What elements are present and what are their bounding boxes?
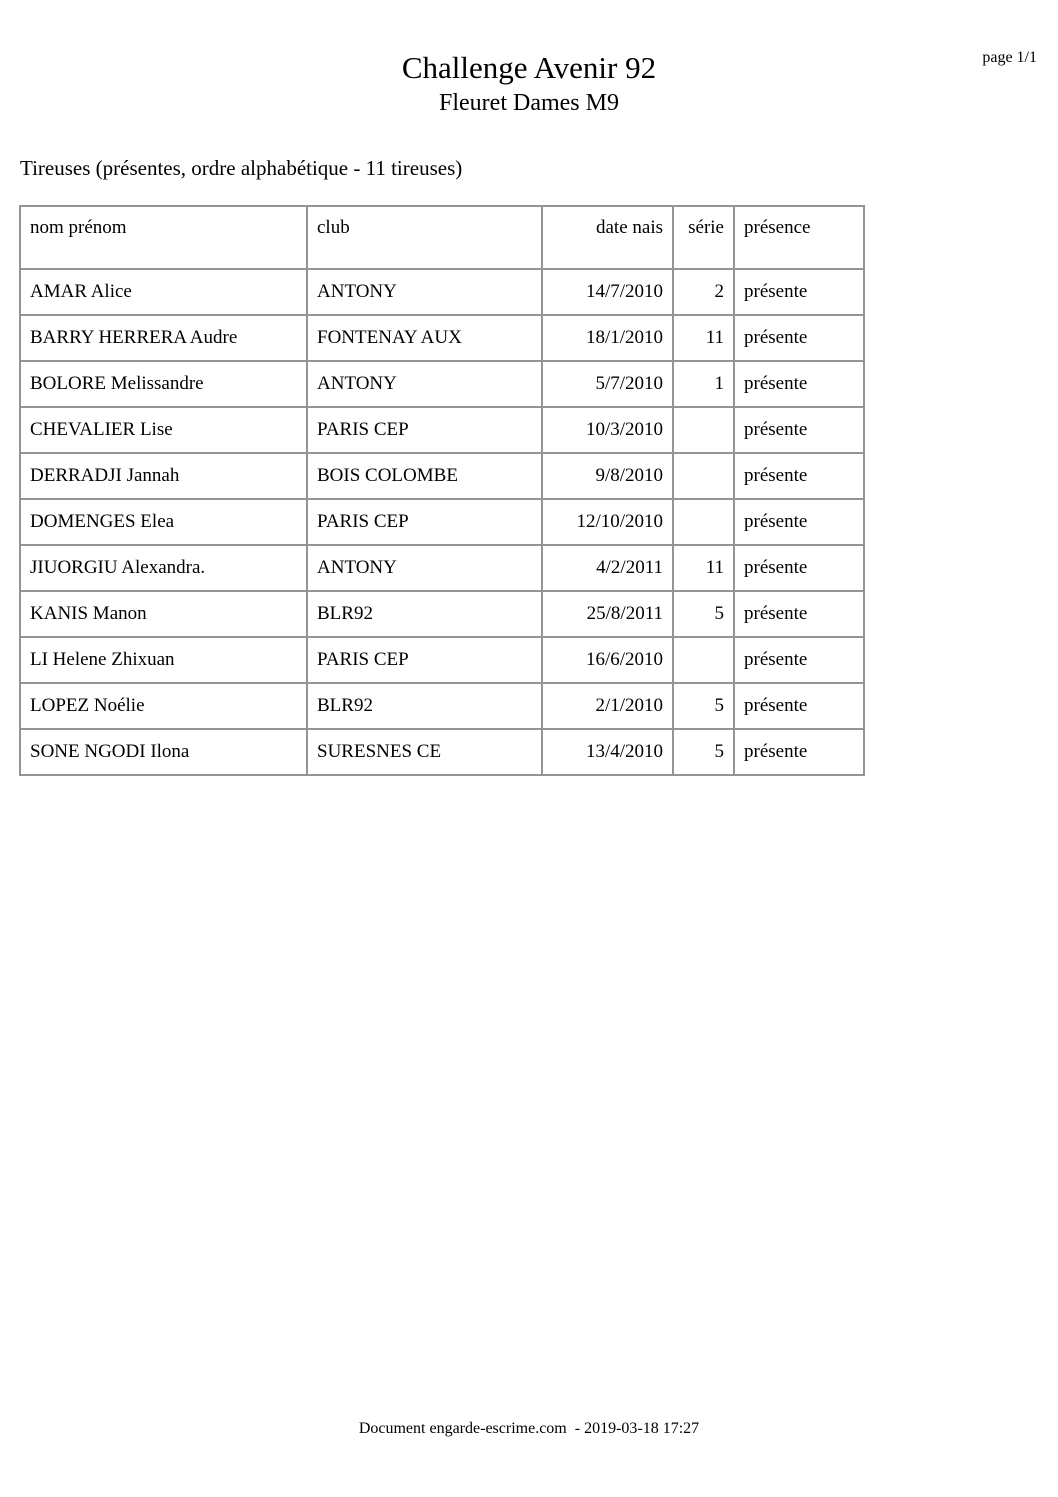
table-row [20,361,864,407]
cell-serie: 5 [673,591,734,637]
cell-name: LOPEZ Noélie [20,683,307,729]
cell-presence: présente [734,453,864,499]
cell-presence: présente [734,729,864,775]
cell-club: BLR92 [307,683,542,729]
cell-serie: 5 [673,683,734,729]
cell-presence: présente [734,269,864,315]
cell-birthdate: 25/8/2011 [542,591,673,637]
cell-serie: 11 [673,545,734,591]
cell-birthdate: 16/6/2010 [542,637,673,683]
cell-presence: présente [734,545,864,591]
cell-name: BARRY HERRERA Audre [20,315,307,361]
table-row [20,545,864,591]
cell-name: CHEVALIER Lise [20,407,307,453]
cell-club: BOIS COLOMBE [307,453,542,499]
document-footer: Document engarde-escrime.com - 2019-03-18 17:27 [358,1420,700,1437]
cell-birthdate: 4/2/2011 [542,545,673,591]
page-subtitle: Fleuret Dames M9 [439,90,619,116]
cell-club: PARIS CEP [307,637,542,683]
table-head [20,206,864,269]
page-number-label: page 1/1 [982,49,1037,66]
cell-name: AMAR Alice [20,269,307,315]
cell-presence: présente [734,499,864,545]
cell-serie [673,637,734,683]
cell-presence: présente [734,315,864,361]
cell-club: PARIS CEP [307,499,542,545]
table-row [20,269,864,315]
table-row [20,315,864,361]
cell-birthdate: 18/1/2010 [542,315,673,361]
table-row [20,453,864,499]
section-heading: Tireuses (présentes, ordre alphabétique - 11 tireuses) [20,156,463,180]
cell-serie [673,453,734,499]
cell-birthdate: 13/4/2010 [542,729,673,775]
table-row [20,407,864,453]
cell-presence: présente [734,637,864,683]
table-body [20,269,864,775]
cell-serie [673,499,734,545]
cell-presence: présente [734,591,864,637]
cell-club: FONTENAY AUX [307,315,542,361]
cell-name: BOLORE Melissandre [20,361,307,407]
cell-name: DERRADJI Jannah [20,453,307,499]
table-row [20,729,864,775]
table-row [20,683,864,729]
column-header-club: club [307,206,542,269]
column-header-presence: présence [734,206,864,269]
cell-serie: 1 [673,361,734,407]
column-header-serie: série [673,206,734,269]
table-row [20,591,864,637]
table-row [20,637,864,683]
cell-serie: 2 [673,269,734,315]
cell-club: ANTONY [307,545,542,591]
cell-birthdate: 10/3/2010 [542,407,673,453]
cell-presence: présente [734,361,864,407]
cell-birthdate: 2/1/2010 [542,683,673,729]
cell-serie: 11 [673,315,734,361]
cell-club: SURESNES CE [307,729,542,775]
cell-name: SONE NGODI Ilona [20,729,307,775]
table-header-row [20,206,864,269]
page-title: Challenge Avenir 92 [401,50,657,85]
cell-name: DOMENGES Elea [20,499,307,545]
tireuses-table [19,205,865,776]
cell-club: BLR92 [307,591,542,637]
cell-club: ANTONY [307,361,542,407]
cell-birthdate: 12/10/2010 [542,499,673,545]
cell-name: KANIS Manon [20,591,307,637]
cell-birthdate: 5/7/2010 [542,361,673,407]
cell-club: ANTONY [307,269,542,315]
column-header-birthdate: date nais [542,206,673,269]
cell-name: LI Helene Zhixuan [20,637,307,683]
column-header-name: nom prénom [20,206,307,269]
table-row [20,499,864,545]
roster-table-container [19,205,865,776]
cell-birthdate: 9/8/2010 [542,453,673,499]
cell-name: JIUORGIU Alexandra. [20,545,307,591]
cell-serie [673,407,734,453]
cell-club: PARIS CEP [307,407,542,453]
cell-birthdate: 14/7/2010 [542,269,673,315]
cell-presence: présente [734,407,864,453]
cell-presence: présente [734,683,864,729]
cell-serie: 5 [673,729,734,775]
